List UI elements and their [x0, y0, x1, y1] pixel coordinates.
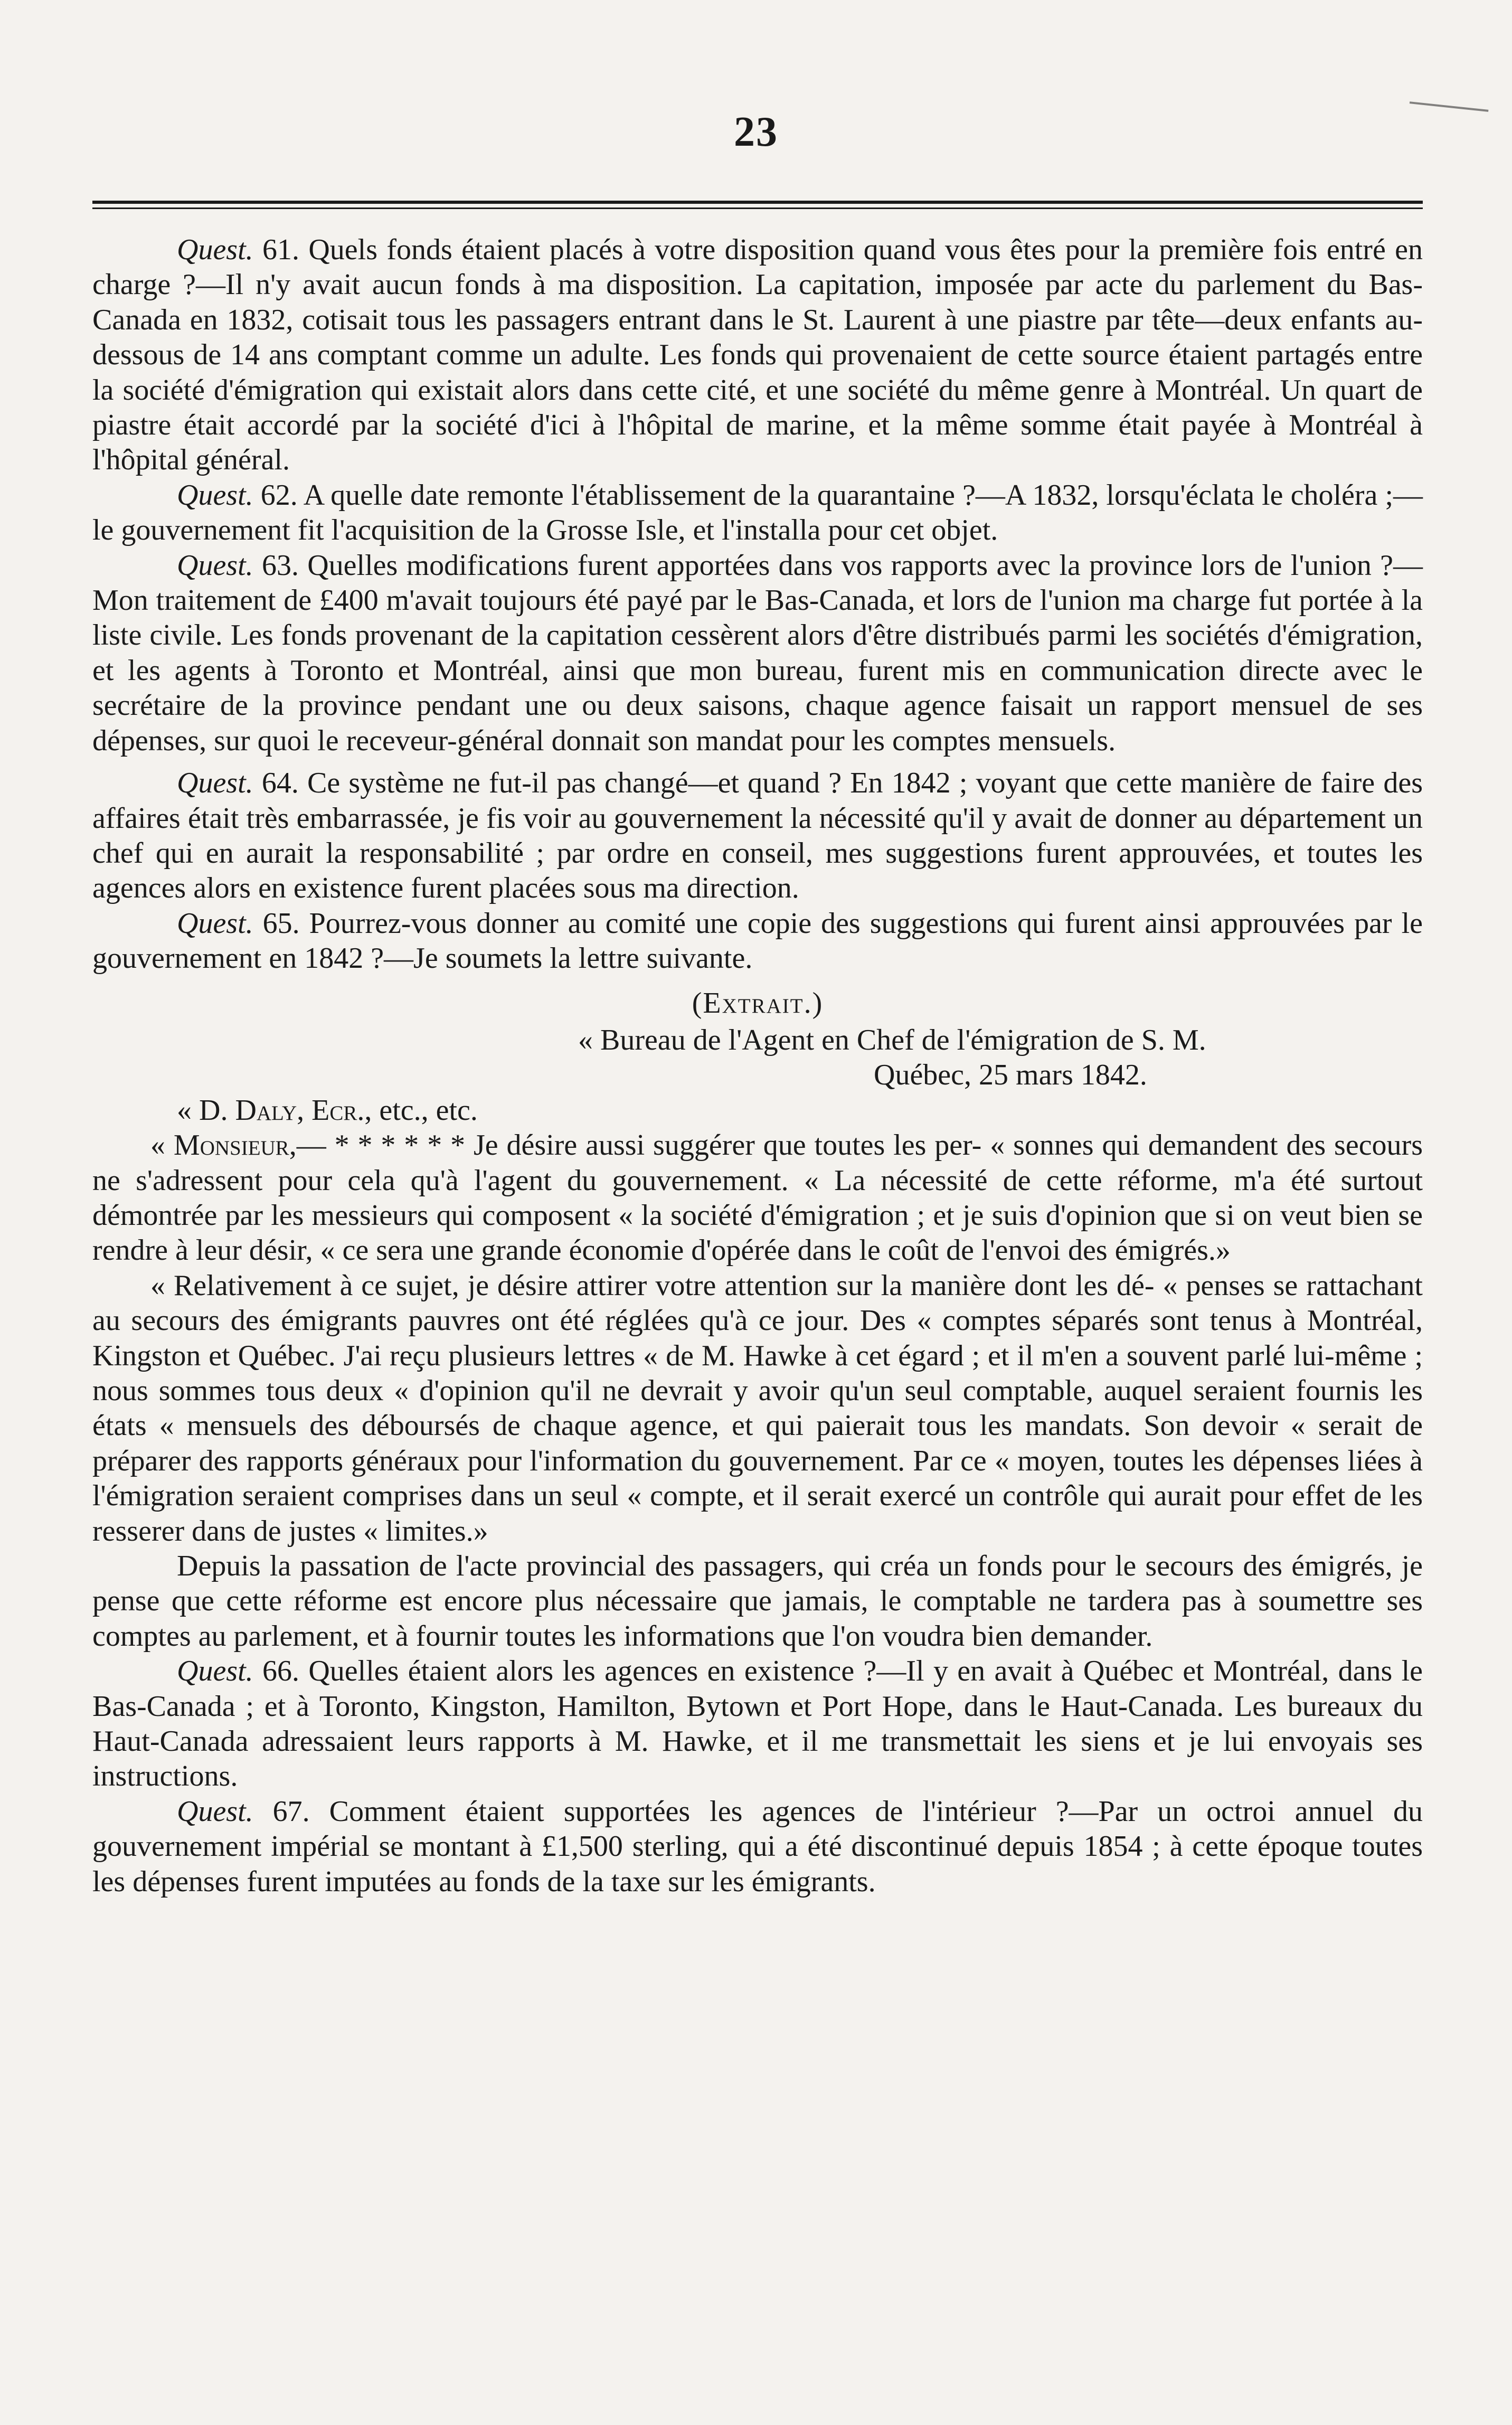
question-63: Quest. 63. Quelles modifications furent apportées dans vos rapports avec la province lors de l'union ?—Mon traitement de £400 m'avait toujours été payé par le Bas-Canada, et lors de l'union ma charge fut portée à la liste civile. Les fonds provenant de la capitation cessèrent alors d'être distribués parmi les sociétés d'émigration, et les agents à Toronto et Montréal, ainsi que mon bureau, furent mis en communication directe avec le secrétaire de la province pendant une ou deux saisons, chaque agence faisait un rapport mensuel de ses dépenses, sur quoi le receveur-général donnait son mandat pour les comptes mensuels.	[92, 549, 1423, 757]
header-rule-thin	[92, 207, 1423, 209]
letter-addressee: « D. Daly, Ecr., etc., etc.	[177, 1093, 478, 1127]
letter-body	[92, 1128, 1423, 1549]
letter-date: Québec, 25 mars 1842.	[874, 1059, 1147, 1092]
question-62: Quest. 62. A quelle date remonte l'établissement de la quarantaine ?—A 1832, lorsqu'éclata le choléra ;—le gouvernement fit l'acquisition de la Grosse Isle, et l'installa pour cet objet.	[92, 478, 1423, 547]
question-61: Quest. 61. Quels fonds étaient placés à votre disposition quand vous êtes pour la première fois entré en charge ?—Il n'y avait aucun fonds à ma disposition. La capitation, imposée par acte du parlement du Bas-Canada en 1832, cotisait tous les passagers entrant dans le St. Laurent à une piastre par tête—deux enfants au-dessous de 14 ans comptant comme un adulte. Les fonds qui provenaient de cette source étaient partagés entre la société d'émigration qui existait alors dans cette cité, et une société du même genre à Montréal. Un quart de piastre était accordé par la société d'ici à l'hôpital de marine, et la même somme était payée à Montréal à l'hôpital général.	[92, 233, 1423, 477]
page-number: 23	[734, 109, 778, 155]
commentary-paragraph: Depuis la passation de l'acte provincial des passagers, qui créa un fonds pour le secours des émigrés, je pense que cette réforme est encore plus nécessaire que jamais, le comptable ne tardera pas à soumettre ses comptes au parlement, et à fournir toutes les informations que l'on voudra bien demander.	[92, 1550, 1423, 1653]
letter-paragraph: « Relativement à ce sujet, je désire attirer votre attention sur la manière dont les dé- « penses se rattachant au secours des émigrants pauvres ont été réglées qu'à ce jour. Des « comptes séparés sont tenus à Montréal, Kingston et Québec. J'ai reçu plusieurs lettres « de M. Hawke à cet égard ; et il m'en a souvent parlé lui-même ; nous sommes tous deux « d'opinion qu'il ne devrait y avoir qu'un seul comptable, auquel seraient fournis les états « mensuels des déboursés de chaque agence, et qui paierait tous les mandats. Son devoir « serait de préparer des rapports généraux pour l'information du gouvernement. Par ce « moyen, toutes les dépenses liées à l'émigration seraient comprises dans un seul « compte, et il serait exercé un contrôle qui aurait pour effet de les resserer dans de justes « limites.»	[92, 1269, 1423, 1548]
question-64: Quest. 64. Ce système ne fut-il pas changé—et quand ? En 1842 ; voyant que cette manière de faire des affaires était très embarrassée, je fis voir au gouvernement la nécessité qu'il y avait de donner au département un chef qui en aurait la responsabilité ; par ordre en conseil, mes suggestions furent approuvées, et toutes les agences alors en existence furent placées sous ma direction.	[92, 767, 1423, 905]
question-65: Quest. 65. Pourrez-vous donner au comité une copie des suggestions qui furent ainsi approuvées par le gouvernement en 1842 ?—Je soumets la lettre suivante.	[92, 907, 1423, 975]
question-66: Quest. 66. Quelles étaient alors les agences en existence ?—Il y en avait à Québec et Montréal, dans le Bas-Canada ; et à Toronto, Kingston, Hamilton, Bytown et Port Hope, dans le Haut-Canada. Les bureaux du Haut-Canada adressaient leurs rapports à M. Hawke, et il me transmettait les siens et je lui envoyais ses instructions.	[92, 1655, 1423, 1793]
extract-title: (Extrait.)	[692, 986, 824, 1020]
document-body	[92, 232, 1423, 1899]
question-67: Quest. 67. Comment étaient supportées les agences de l'intérieur ?—Par un octroi annuel du gouvernement impérial se montant à £1,500 sterling, qui a été discontinué depuis 1854 ; à cette époque toutes les dépenses furent imputées au fonds de la taxe sur les émigrants.	[92, 1795, 1423, 1898]
letter-heading: « Bureau de l'Agent en Chef de l'émigration de S. M.	[578, 1023, 1206, 1056]
header-rule	[92, 201, 1423, 204]
letter-paragraph: « Monsieur,— * * * * * * Je désire aussi suggérer que toutes les per- « sonnes qui demandent des secours ne s'adressent pour cela qu'à l'agent du gouvernement. « La nécessité de cette réforme, m'a été surtout démontrée par les messieurs qui composent « la société d'émigration ; et je suis d'opinion que si on veut bien se rendre à leur désir, « ce sera une grande économie d'opérée dans le coût de l'envoi des émigrés.»	[92, 1129, 1423, 1267]
